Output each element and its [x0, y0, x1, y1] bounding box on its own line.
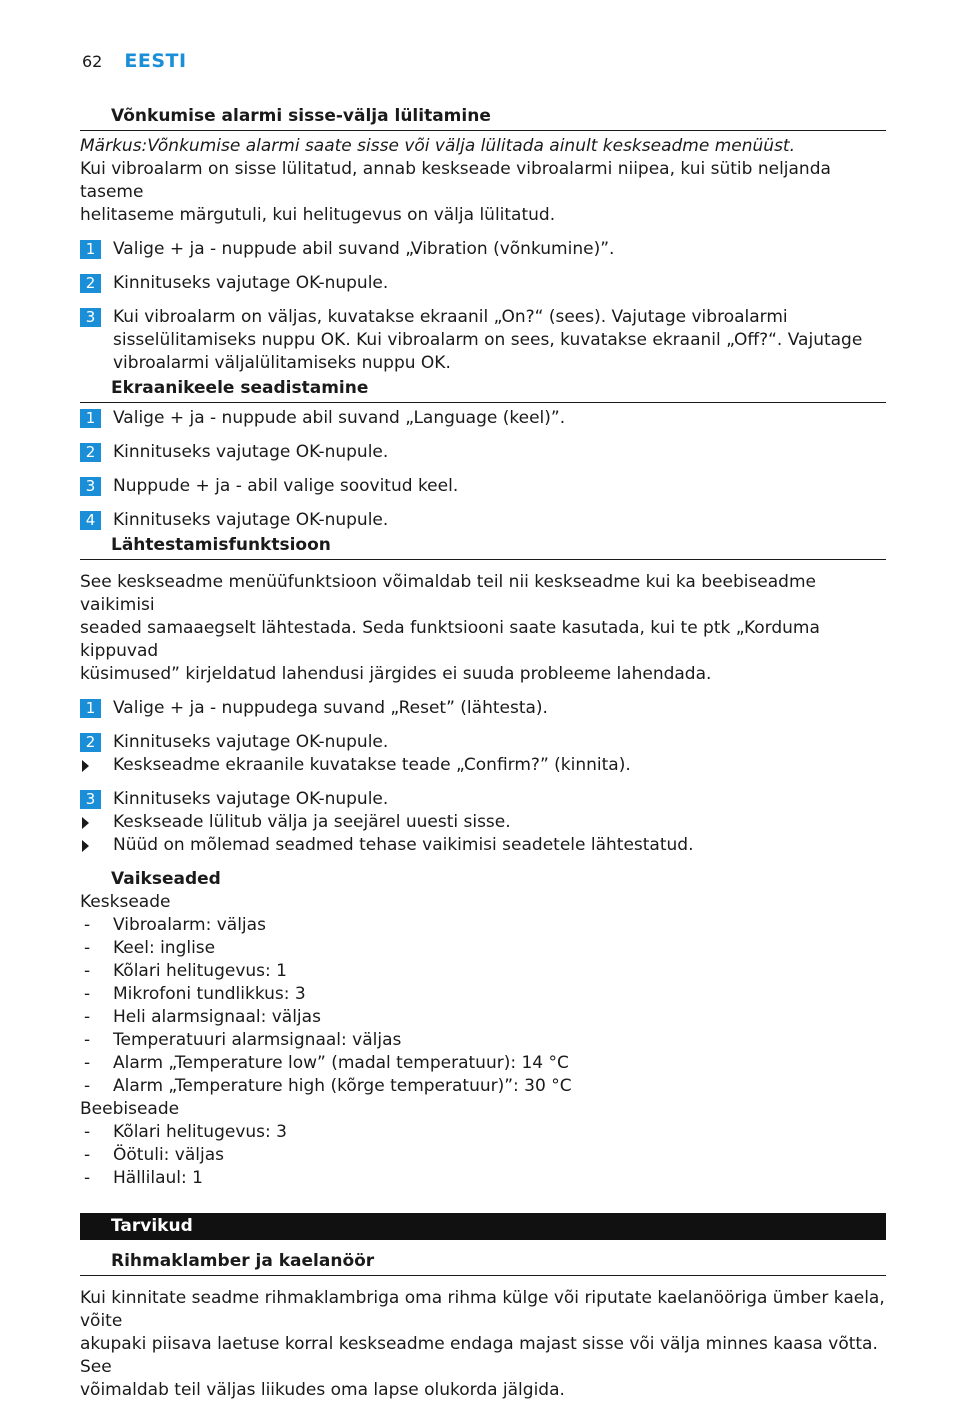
list-item	[80, 914, 886, 937]
step-item	[80, 441, 886, 464]
dash-marker: -	[84, 1145, 91, 1165]
step-text	[101, 306, 862, 375]
list-item	[80, 1167, 886, 1190]
list-item-text: Temperatuuri alarmsignaal: väljas	[113, 1030, 402, 1050]
step-item	[80, 272, 886, 295]
step-number: 1	[80, 409, 101, 428]
result-item	[80, 754, 886, 777]
dash-marker: -	[84, 915, 91, 935]
step-text: Kinnituseks vajutage OK-nupule.	[113, 442, 389, 462]
defaults-baby-label: Beebiseade	[80, 1099, 180, 1119]
result-text: Keskseadme ekraanile kuvatakse teade „Confirm?” (kinnita).	[113, 755, 631, 775]
page-number: 62	[82, 51, 103, 71]
step-number: 2	[80, 443, 101, 462]
step-text: Kinnituseks vajutage OK-nupule.	[113, 273, 389, 293]
section-band-accessories: Tarvikud	[80, 1213, 886, 1240]
list-item	[80, 1075, 886, 1098]
step-item	[80, 788, 886, 811]
accessories-text-line: Kui kinnitate seadme rihmaklambriga oma rihma külge või riputate kaelanööriga ümber kaela, võite	[80, 1288, 885, 1331]
page-header	[82, 48, 187, 74]
vibration-note: Märkus:Võnkumise alarmi saate sisse või välja lülitada ainult keskseadme menüüst.	[80, 136, 795, 156]
step-number: 2	[80, 733, 101, 752]
step-number: 3	[80, 308, 101, 327]
result-arrow-icon	[80, 754, 113, 777]
section-heading-vibration: Võnkumise alarmi sisse-välja lülitamine	[80, 103, 886, 131]
step-text-line: vibroalarmi väljalülitamiseks nuppu OK.	[113, 353, 451, 373]
list-item-text: Keel: inglise	[113, 938, 216, 958]
result-item	[80, 811, 886, 834]
step-number: 4	[80, 511, 101, 530]
defaults-parent-label: Keskseade	[80, 892, 171, 912]
result-text: Nüüd on mõlemad seadmed tehase vaikimisi seadetele lähtestatud.	[113, 835, 694, 855]
list-item	[80, 1029, 886, 1052]
list-item-text: Alarm „Temperature low” (madal temperatuur): 14 °C	[113, 1053, 569, 1073]
step-text-line: Kui vibroalarm on väljas, kuvatakse ekraanil „On?“ (sees). Vajutage vibroalarmi	[113, 307, 788, 327]
list-item	[80, 1006, 886, 1029]
dash-marker: -	[84, 1122, 91, 1142]
dash-marker: -	[84, 1007, 91, 1027]
list-item-text: Kõlari helitugevus: 3	[113, 1122, 287, 1142]
step-text: Kinnituseks vajutage OK-nupule.	[113, 510, 389, 530]
dash-marker: -	[84, 1168, 91, 1188]
list-item	[80, 1121, 886, 1144]
dash-marker: -	[84, 984, 91, 1004]
list-item-text: Alarm „Temperature high (kõrge temperatuur)”: 30 °C	[113, 1076, 572, 1096]
list-item-text: Hällilaul: 1	[113, 1168, 203, 1188]
list-item	[80, 1144, 886, 1167]
section-heading-belt-clip: Rihmaklamber ja kaelanöör	[80, 1248, 886, 1276]
step-item	[80, 697, 886, 720]
step-item	[80, 306, 886, 375]
step-item	[80, 509, 886, 532]
dash-marker: -	[84, 1030, 91, 1050]
section-heading-reset: Lähtestamisfunktsioon	[80, 532, 886, 560]
list-item-text: Öötuli: väljas	[113, 1145, 224, 1165]
step-number: 3	[80, 790, 101, 809]
list-item-text: Heli alarmsignaal: väljas	[113, 1007, 321, 1027]
vibration-intro-line: Kui vibroalarm on sisse lülitatud, annab keskseade vibroalarmi niipea, kui sütib neljanda taseme	[80, 159, 831, 202]
list-item	[80, 1052, 886, 1075]
list-item	[80, 983, 886, 1006]
dash-marker: -	[84, 1053, 91, 1073]
list-item	[80, 937, 886, 960]
reset-intro-line: See keskseadme menüüfunktsioon võimaldab teil nii keskseadme kui ka beebiseadme vaikimisi	[80, 572, 816, 615]
list-item-text: Kõlari helitugevus: 1	[113, 961, 287, 981]
accessories-text-line: akupaki piisava laetuse korral keskseadme endaga majast sisse või välja minnes kaasa võtta. See	[80, 1334, 878, 1377]
step-number: 1	[80, 699, 101, 718]
defaults-heading: Vaikseaded	[111, 869, 221, 889]
language-title: EESTI	[124, 50, 187, 72]
reset-intro-line: küsimused” kirjeldatud lahendusi järgides ei suuda probleeme lahendada.	[80, 664, 712, 684]
step-number: 1	[80, 240, 101, 259]
step-text: Kinnituseks vajutage OK-nupule.	[113, 789, 389, 809]
reset-intro-line: seaded samaaegselt lähtestada. Seda funktsiooni saate kasutada, kui te ptk „Korduma kippuvad	[80, 618, 820, 661]
step-item	[80, 731, 886, 754]
step-number: 3	[80, 477, 101, 496]
dash-marker: -	[84, 961, 91, 981]
step-text: Valige + ja - nuppude abil suvand „Vibration (võnkumine)”.	[113, 239, 615, 259]
section-heading-language: Ekraanikeele seadistamine	[80, 375, 886, 403]
dash-marker: -	[84, 1076, 91, 1096]
result-arrow-icon	[80, 834, 113, 857]
result-arrow-icon	[80, 811, 113, 834]
result-item	[80, 834, 886, 857]
list-item-text: Vibroalarm: väljas	[113, 915, 266, 935]
step-item	[80, 407, 886, 430]
accessories-text-line: võimaldab teil väljas liikudes oma lapse olukorda jälgida.	[80, 1380, 565, 1400]
list-item-text: Mikrofoni tundlikkus: 3	[113, 984, 306, 1004]
step-item	[80, 238, 886, 261]
step-text: Nuppude + ja - abil valige soovitud keel.	[113, 476, 459, 496]
result-text: Keskseade lülitub välja ja seejärel uuesti sisse.	[113, 812, 511, 832]
step-text: Valige + ja - nuppude abil suvand „Language (keel)”.	[113, 408, 566, 428]
step-text-line: sisselülitamiseks nuppu OK. Kui vibroalarm on sees, kuvatakse ekraanil „Off?“. Vajutage	[113, 330, 863, 350]
vibration-intro-line: helitaseme märgutuli, kui helitugevus on välja lülitatud.	[80, 205, 556, 225]
dash-marker: -	[84, 938, 91, 958]
step-number: 2	[80, 274, 101, 293]
step-item	[80, 475, 886, 498]
list-item	[80, 960, 886, 983]
step-text: Valige + ja - nuppudega suvand „Reset” (lähtesta).	[113, 698, 548, 718]
step-text: Kinnituseks vajutage OK-nupule.	[113, 732, 389, 752]
page-content	[80, 103, 886, 1402]
